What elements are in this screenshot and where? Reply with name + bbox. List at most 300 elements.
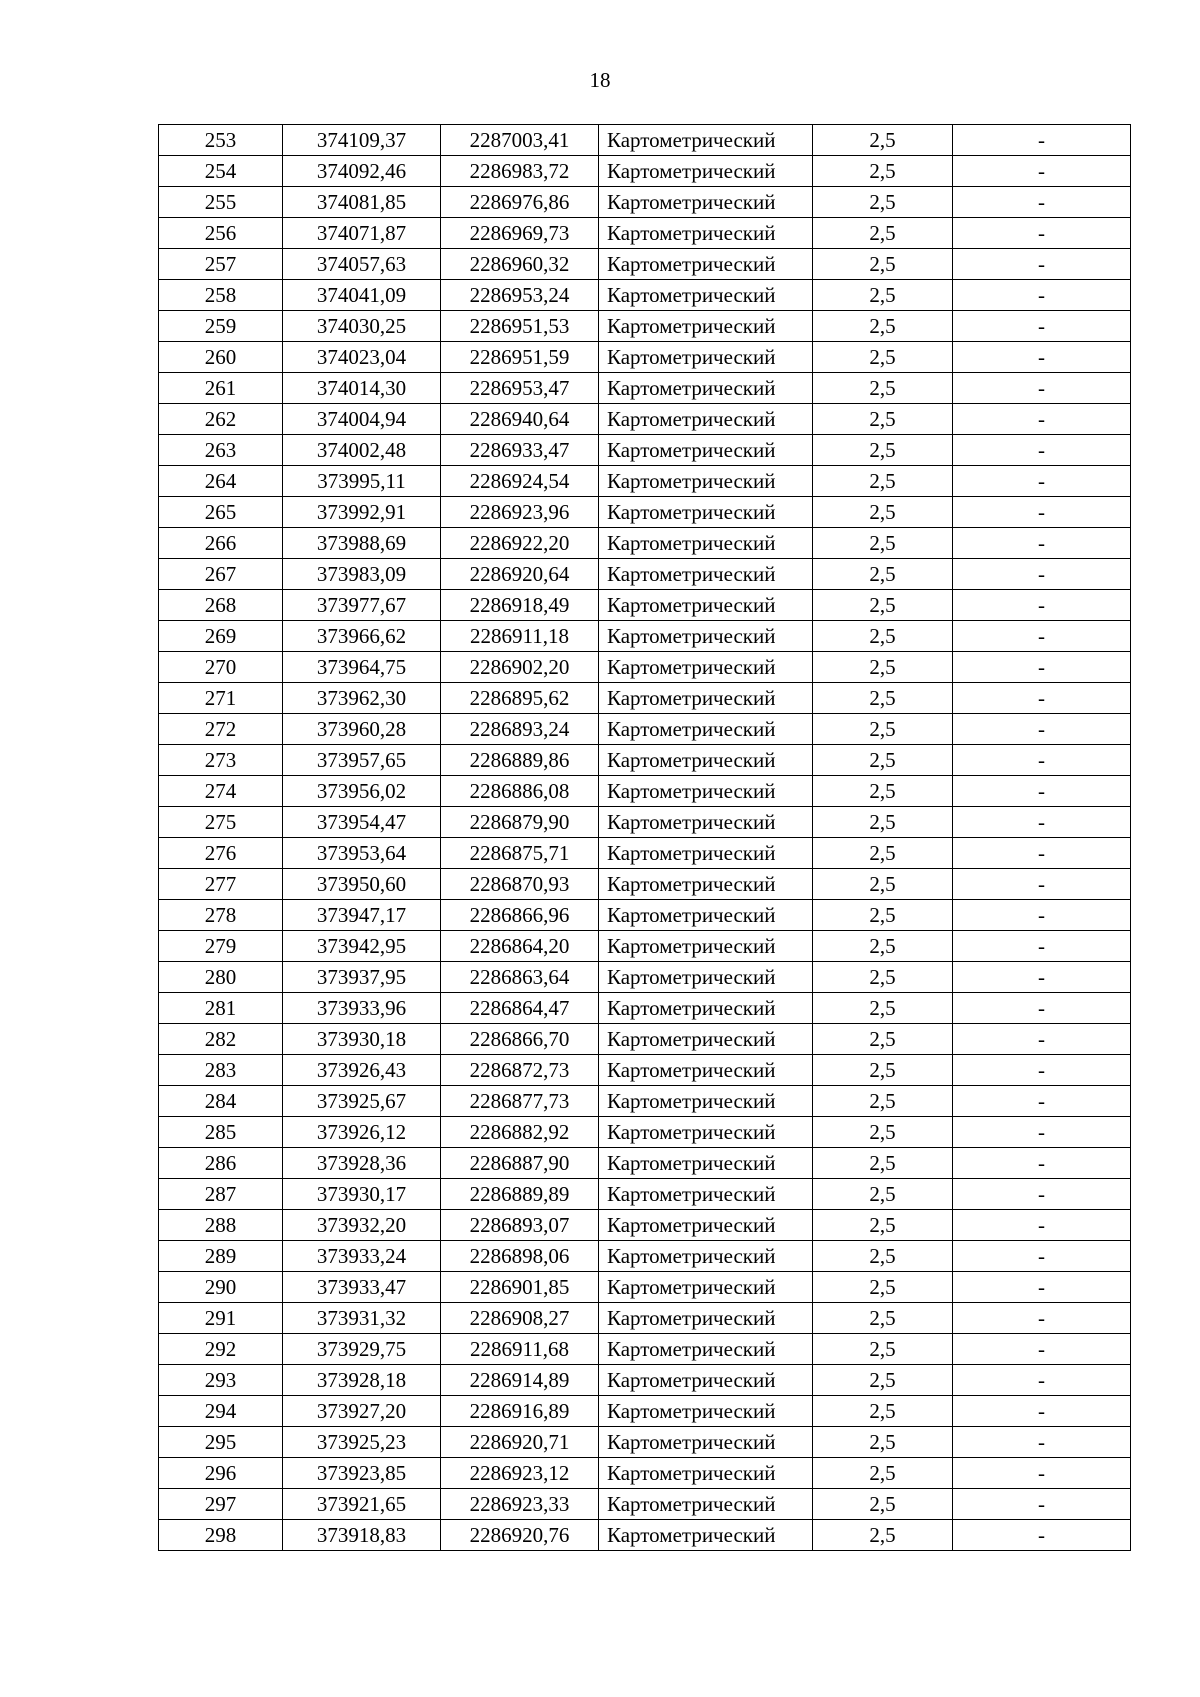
x-coordinate-cell: 373921,65	[283, 1489, 441, 1520]
x-coordinate-cell: 373966,62	[283, 621, 441, 652]
table-row	[159, 1148, 1131, 1179]
point-number-cell: 264	[159, 466, 283, 497]
method-cell: Картометрический	[599, 931, 813, 962]
description-cell: -	[953, 404, 1131, 435]
x-coordinate-cell: 373957,65	[283, 745, 441, 776]
method-cell: Картометрический	[599, 249, 813, 280]
point-number-cell: 292	[159, 1334, 283, 1365]
y-coordinate-cell: 2286920,64	[441, 559, 599, 590]
point-number-cell: 293	[159, 1365, 283, 1396]
y-coordinate-cell: 2286866,70	[441, 1024, 599, 1055]
accuracy-cell: 2,5	[813, 993, 953, 1024]
description-cell: -	[953, 1365, 1131, 1396]
accuracy-cell: 2,5	[813, 1086, 953, 1117]
accuracy-cell: 2,5	[813, 1148, 953, 1179]
description-cell: -	[953, 249, 1131, 280]
point-number-cell: 254	[159, 156, 283, 187]
method-cell: Картометрический	[599, 559, 813, 590]
x-coordinate-cell: 374081,85	[283, 187, 441, 218]
y-coordinate-cell: 2286923,96	[441, 497, 599, 528]
y-coordinate-cell: 2286895,62	[441, 683, 599, 714]
method-cell: Картометрический	[599, 311, 813, 342]
table-row	[159, 652, 1131, 683]
x-coordinate-cell: 373942,95	[283, 931, 441, 962]
accuracy-cell: 2,5	[813, 559, 953, 590]
table-row	[159, 373, 1131, 404]
method-cell: Картометрический	[599, 373, 813, 404]
table-row	[159, 1210, 1131, 1241]
accuracy-cell: 2,5	[813, 218, 953, 249]
description-cell: -	[953, 931, 1131, 962]
method-cell: Картометрический	[599, 869, 813, 900]
x-coordinate-cell: 373947,17	[283, 900, 441, 931]
x-coordinate-cell: 373929,75	[283, 1334, 441, 1365]
description-cell: -	[953, 1272, 1131, 1303]
description-cell: -	[953, 342, 1131, 373]
method-cell: Картометрический	[599, 435, 813, 466]
y-coordinate-cell: 2286960,32	[441, 249, 599, 280]
y-coordinate-cell: 2286908,27	[441, 1303, 599, 1334]
accuracy-cell: 2,5	[813, 869, 953, 900]
x-coordinate-cell: 373933,96	[283, 993, 441, 1024]
accuracy-cell: 2,5	[813, 652, 953, 683]
table-row	[159, 280, 1131, 311]
x-coordinate-cell: 373937,95	[283, 962, 441, 993]
point-number-cell: 295	[159, 1427, 283, 1458]
method-cell: Картометрический	[599, 1396, 813, 1427]
y-coordinate-cell: 2286920,76	[441, 1520, 599, 1551]
table-row	[159, 1241, 1131, 1272]
table-row	[159, 807, 1131, 838]
method-cell: Картометрический	[599, 497, 813, 528]
table-row	[159, 900, 1131, 931]
x-coordinate-cell: 373932,20	[283, 1210, 441, 1241]
accuracy-cell: 2,5	[813, 528, 953, 559]
accuracy-cell: 2,5	[813, 373, 953, 404]
table-row	[159, 931, 1131, 962]
x-coordinate-cell: 373953,64	[283, 838, 441, 869]
point-number-cell: 280	[159, 962, 283, 993]
x-coordinate-cell: 373954,47	[283, 807, 441, 838]
description-cell: -	[953, 497, 1131, 528]
y-coordinate-cell: 2286951,53	[441, 311, 599, 342]
method-cell: Картометрический	[599, 962, 813, 993]
method-cell: Картометрический	[599, 1086, 813, 1117]
method-cell: Картометрический	[599, 900, 813, 931]
table-row	[159, 776, 1131, 807]
table-row	[159, 1520, 1131, 1551]
x-coordinate-cell: 373960,28	[283, 714, 441, 745]
table-row	[159, 125, 1131, 156]
y-coordinate-cell: 2286923,12	[441, 1458, 599, 1489]
point-number-cell: 262	[159, 404, 283, 435]
y-coordinate-cell: 2286877,73	[441, 1086, 599, 1117]
y-coordinate-cell: 2286864,47	[441, 993, 599, 1024]
description-cell: -	[953, 621, 1131, 652]
y-coordinate-cell: 2286918,49	[441, 590, 599, 621]
description-cell: -	[953, 218, 1131, 249]
point-number-cell: 253	[159, 125, 283, 156]
x-coordinate-cell: 374109,37	[283, 125, 441, 156]
x-coordinate-cell: 373930,18	[283, 1024, 441, 1055]
accuracy-cell: 2,5	[813, 590, 953, 621]
y-coordinate-cell: 2286940,64	[441, 404, 599, 435]
y-coordinate-cell: 2286920,71	[441, 1427, 599, 1458]
table-row	[159, 1427, 1131, 1458]
description-cell: -	[953, 1055, 1131, 1086]
point-number-cell: 291	[159, 1303, 283, 1334]
table-row	[159, 1086, 1131, 1117]
page-number: 18	[589, 68, 611, 92]
method-cell: Картометрический	[599, 745, 813, 776]
accuracy-cell: 2,5	[813, 683, 953, 714]
x-coordinate-cell: 373933,24	[283, 1241, 441, 1272]
point-number-cell: 284	[159, 1086, 283, 1117]
point-number-cell: 265	[159, 497, 283, 528]
table-row	[159, 1303, 1131, 1334]
point-number-cell: 274	[159, 776, 283, 807]
method-cell: Картометрический	[599, 683, 813, 714]
y-coordinate-cell: 2286911,18	[441, 621, 599, 652]
table-row	[159, 1396, 1131, 1427]
table-row	[159, 1365, 1131, 1396]
accuracy-cell: 2,5	[813, 745, 953, 776]
point-number-cell: 279	[159, 931, 283, 962]
description-cell: -	[953, 466, 1131, 497]
table-row	[159, 1272, 1131, 1303]
table-row	[159, 404, 1131, 435]
accuracy-cell: 2,5	[813, 962, 953, 993]
y-coordinate-cell: 2286893,07	[441, 1210, 599, 1241]
method-cell: Картометрический	[599, 1055, 813, 1086]
y-coordinate-cell: 2286933,47	[441, 435, 599, 466]
x-coordinate-cell: 373918,83	[283, 1520, 441, 1551]
y-coordinate-cell: 2286870,93	[441, 869, 599, 900]
accuracy-cell: 2,5	[813, 1024, 953, 1055]
accuracy-cell: 2,5	[813, 125, 953, 156]
y-coordinate-cell: 2286923,33	[441, 1489, 599, 1520]
method-cell: Картометрический	[599, 714, 813, 745]
table-row	[159, 683, 1131, 714]
point-number-cell: 286	[159, 1148, 283, 1179]
method-cell: Картометрический	[599, 187, 813, 218]
table-row	[159, 714, 1131, 745]
method-cell: Картометрический	[599, 1489, 813, 1520]
point-number-cell: 270	[159, 652, 283, 683]
point-number-cell: 256	[159, 218, 283, 249]
accuracy-cell: 2,5	[813, 807, 953, 838]
point-number-cell: 281	[159, 993, 283, 1024]
table-row	[159, 590, 1131, 621]
description-cell: -	[953, 1117, 1131, 1148]
accuracy-cell: 2,5	[813, 311, 953, 342]
description-cell: -	[953, 838, 1131, 869]
y-coordinate-cell: 2286953,24	[441, 280, 599, 311]
description-cell: -	[953, 962, 1131, 993]
table-row	[159, 1024, 1131, 1055]
table-row	[159, 745, 1131, 776]
point-number-cell: 282	[159, 1024, 283, 1055]
y-coordinate-cell: 2286916,89	[441, 1396, 599, 1427]
accuracy-cell: 2,5	[813, 1117, 953, 1148]
accuracy-cell: 2,5	[813, 1427, 953, 1458]
method-cell: Картометрический	[599, 125, 813, 156]
description-cell: -	[953, 652, 1131, 683]
x-coordinate-cell: 373923,85	[283, 1458, 441, 1489]
method-cell: Картометрический	[599, 1117, 813, 1148]
y-coordinate-cell: 2286953,47	[441, 373, 599, 404]
accuracy-cell: 2,5	[813, 1241, 953, 1272]
point-number-cell: 296	[159, 1458, 283, 1489]
x-coordinate-cell: 374002,48	[283, 435, 441, 466]
point-number-cell: 278	[159, 900, 283, 931]
point-number-cell: 288	[159, 1210, 283, 1241]
coordinates-table-body	[159, 125, 1131, 1551]
table-row	[159, 435, 1131, 466]
point-number-cell: 273	[159, 745, 283, 776]
point-number-cell: 297	[159, 1489, 283, 1520]
x-coordinate-cell: 373931,32	[283, 1303, 441, 1334]
table-row	[159, 838, 1131, 869]
x-coordinate-cell: 374014,30	[283, 373, 441, 404]
accuracy-cell: 2,5	[813, 1334, 953, 1365]
accuracy-cell: 2,5	[813, 187, 953, 218]
point-number-cell: 289	[159, 1241, 283, 1272]
table-row	[159, 187, 1131, 218]
y-coordinate-cell: 2286976,86	[441, 187, 599, 218]
point-number-cell: 267	[159, 559, 283, 590]
y-coordinate-cell: 2286864,20	[441, 931, 599, 962]
table-row	[159, 559, 1131, 590]
y-coordinate-cell: 2286889,86	[441, 745, 599, 776]
method-cell: Картометрический	[599, 218, 813, 249]
description-cell: -	[953, 714, 1131, 745]
description-cell: -	[953, 993, 1131, 1024]
x-coordinate-cell: 374030,25	[283, 311, 441, 342]
point-number-cell: 261	[159, 373, 283, 404]
description-cell: -	[953, 745, 1131, 776]
y-coordinate-cell: 2287003,41	[441, 125, 599, 156]
x-coordinate-cell: 373977,67	[283, 590, 441, 621]
point-number-cell: 298	[159, 1520, 283, 1551]
description-cell: -	[953, 435, 1131, 466]
y-coordinate-cell: 2286887,90	[441, 1148, 599, 1179]
point-number-cell: 287	[159, 1179, 283, 1210]
x-coordinate-cell: 374023,04	[283, 342, 441, 373]
point-number-cell: 269	[159, 621, 283, 652]
accuracy-cell: 2,5	[813, 1396, 953, 1427]
description-cell: -	[953, 590, 1131, 621]
method-cell: Картометрический	[599, 404, 813, 435]
table-row	[159, 869, 1131, 900]
y-coordinate-cell: 2286886,08	[441, 776, 599, 807]
point-number-cell: 257	[159, 249, 283, 280]
table-row	[159, 311, 1131, 342]
table-row	[159, 342, 1131, 373]
x-coordinate-cell: 373930,17	[283, 1179, 441, 1210]
table-row	[159, 1055, 1131, 1086]
description-cell: -	[953, 1396, 1131, 1427]
point-number-cell: 275	[159, 807, 283, 838]
description-cell: -	[953, 1210, 1131, 1241]
table-row	[159, 218, 1131, 249]
x-coordinate-cell: 373995,11	[283, 466, 441, 497]
y-coordinate-cell: 2286872,73	[441, 1055, 599, 1086]
accuracy-cell: 2,5	[813, 1055, 953, 1086]
accuracy-cell: 2,5	[813, 621, 953, 652]
method-cell: Картометрический	[599, 1520, 813, 1551]
y-coordinate-cell: 2286882,92	[441, 1117, 599, 1148]
x-coordinate-cell: 373926,43	[283, 1055, 441, 1086]
table-row	[159, 1179, 1131, 1210]
x-coordinate-cell: 373933,47	[283, 1272, 441, 1303]
table-row	[159, 249, 1131, 280]
point-number-cell: 276	[159, 838, 283, 869]
y-coordinate-cell: 2286875,71	[441, 838, 599, 869]
description-cell: -	[953, 125, 1131, 156]
description-cell: -	[953, 373, 1131, 404]
x-coordinate-cell: 373925,23	[283, 1427, 441, 1458]
y-coordinate-cell: 2286914,89	[441, 1365, 599, 1396]
accuracy-cell: 2,5	[813, 1303, 953, 1334]
accuracy-cell: 2,5	[813, 466, 953, 497]
accuracy-cell: 2,5	[813, 776, 953, 807]
description-cell: -	[953, 1241, 1131, 1272]
accuracy-cell: 2,5	[813, 280, 953, 311]
method-cell: Картометрический	[599, 466, 813, 497]
table-row	[159, 1334, 1131, 1365]
x-coordinate-cell: 373988,69	[283, 528, 441, 559]
table-row	[159, 1489, 1131, 1520]
accuracy-cell: 2,5	[813, 1272, 953, 1303]
point-number-cell: 255	[159, 187, 283, 218]
y-coordinate-cell: 2286879,90	[441, 807, 599, 838]
description-cell: -	[953, 528, 1131, 559]
y-coordinate-cell: 2286893,24	[441, 714, 599, 745]
method-cell: Картометрический	[599, 1458, 813, 1489]
accuracy-cell: 2,5	[813, 342, 953, 373]
accuracy-cell: 2,5	[813, 1489, 953, 1520]
method-cell: Картометрический	[599, 590, 813, 621]
description-cell: -	[953, 1024, 1131, 1055]
x-coordinate-cell: 373927,20	[283, 1396, 441, 1427]
description-cell: -	[953, 683, 1131, 714]
point-number-cell: 268	[159, 590, 283, 621]
y-coordinate-cell: 2286951,59	[441, 342, 599, 373]
table-row	[159, 962, 1131, 993]
table-row	[159, 993, 1131, 1024]
method-cell: Картометрический	[599, 1241, 813, 1272]
point-number-cell: 285	[159, 1117, 283, 1148]
point-number-cell: 266	[159, 528, 283, 559]
accuracy-cell: 2,5	[813, 1520, 953, 1551]
table-row	[159, 156, 1131, 187]
description-cell: -	[953, 1520, 1131, 1551]
point-number-cell: 263	[159, 435, 283, 466]
description-cell: -	[953, 1179, 1131, 1210]
accuracy-cell: 2,5	[813, 714, 953, 745]
table-row	[159, 497, 1131, 528]
description-cell: -	[953, 900, 1131, 931]
x-coordinate-cell: 373983,09	[283, 559, 441, 590]
x-coordinate-cell: 374057,63	[283, 249, 441, 280]
x-coordinate-cell: 374004,94	[283, 404, 441, 435]
method-cell: Картометрический	[599, 776, 813, 807]
method-cell: Картометрический	[599, 1334, 813, 1365]
y-coordinate-cell: 2286901,85	[441, 1272, 599, 1303]
accuracy-cell: 2,5	[813, 1179, 953, 1210]
y-coordinate-cell: 2286924,54	[441, 466, 599, 497]
description-cell: -	[953, 1303, 1131, 1334]
description-cell: -	[953, 1489, 1131, 1520]
point-number-cell: 259	[159, 311, 283, 342]
x-coordinate-cell: 373928,18	[283, 1365, 441, 1396]
description-cell: -	[953, 559, 1131, 590]
x-coordinate-cell: 374071,87	[283, 218, 441, 249]
point-number-cell: 277	[159, 869, 283, 900]
coordinates-table	[158, 124, 1131, 1551]
y-coordinate-cell: 2286898,06	[441, 1241, 599, 1272]
table-row	[159, 528, 1131, 559]
y-coordinate-cell: 2286983,72	[441, 156, 599, 187]
x-coordinate-cell: 374092,46	[283, 156, 441, 187]
y-coordinate-cell: 2286863,64	[441, 962, 599, 993]
accuracy-cell: 2,5	[813, 404, 953, 435]
description-cell: -	[953, 280, 1131, 311]
y-coordinate-cell: 2286889,89	[441, 1179, 599, 1210]
method-cell: Картометрический	[599, 1179, 813, 1210]
point-number-cell: 271	[159, 683, 283, 714]
x-coordinate-cell: 373962,30	[283, 683, 441, 714]
accuracy-cell: 2,5	[813, 249, 953, 280]
description-cell: -	[953, 187, 1131, 218]
accuracy-cell: 2,5	[813, 435, 953, 466]
y-coordinate-cell: 2286969,73	[441, 218, 599, 249]
table-row	[159, 621, 1131, 652]
accuracy-cell: 2,5	[813, 1458, 953, 1489]
method-cell: Картометрический	[599, 1024, 813, 1055]
description-cell: -	[953, 311, 1131, 342]
x-coordinate-cell: 373928,36	[283, 1148, 441, 1179]
method-cell: Картометрический	[599, 993, 813, 1024]
method-cell: Картометрический	[599, 342, 813, 373]
method-cell: Картометрический	[599, 1427, 813, 1458]
accuracy-cell: 2,5	[813, 156, 953, 187]
method-cell: Картометрический	[599, 156, 813, 187]
x-coordinate-cell: 374041,09	[283, 280, 441, 311]
x-coordinate-cell: 373925,67	[283, 1086, 441, 1117]
method-cell: Картометрический	[599, 1272, 813, 1303]
method-cell: Картометрический	[599, 280, 813, 311]
method-cell: Картометрический	[599, 528, 813, 559]
method-cell: Картометрический	[599, 838, 813, 869]
point-number-cell: 290	[159, 1272, 283, 1303]
method-cell: Картометрический	[599, 621, 813, 652]
y-coordinate-cell: 2286866,96	[441, 900, 599, 931]
description-cell: -	[953, 869, 1131, 900]
table-row	[159, 1117, 1131, 1148]
method-cell: Картометрический	[599, 1210, 813, 1241]
description-cell: -	[953, 156, 1131, 187]
description-cell: -	[953, 776, 1131, 807]
method-cell: Картометрический	[599, 652, 813, 683]
accuracy-cell: 2,5	[813, 1365, 953, 1396]
accuracy-cell: 2,5	[813, 900, 953, 931]
point-number-cell: 260	[159, 342, 283, 373]
point-number-cell: 294	[159, 1396, 283, 1427]
accuracy-cell: 2,5	[813, 931, 953, 962]
description-cell: -	[953, 807, 1131, 838]
